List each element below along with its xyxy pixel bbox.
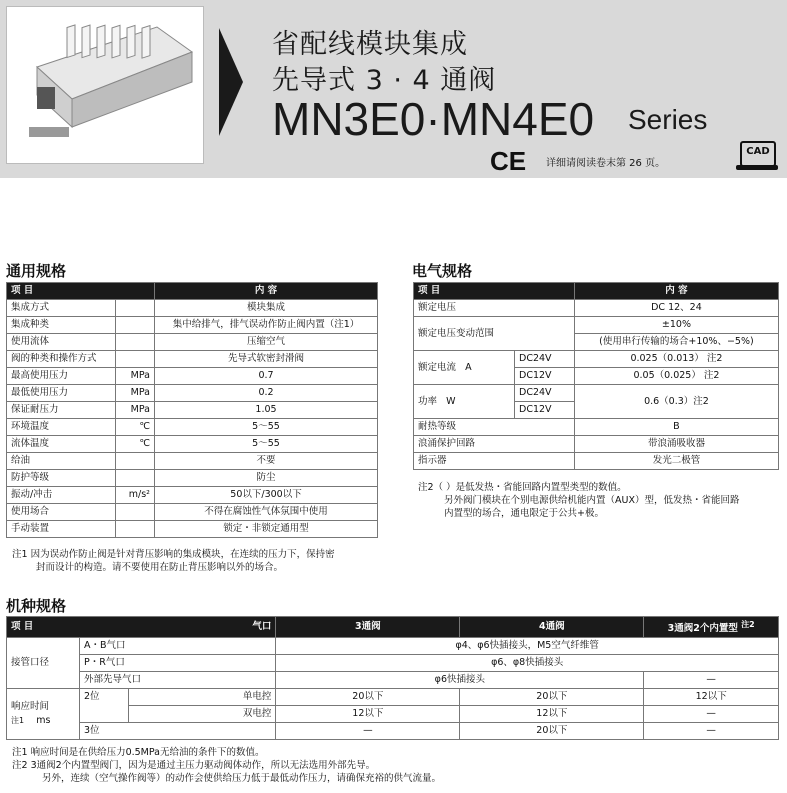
- current-24-value: 0.025（0.013） 注2: [574, 351, 778, 368]
- general-row-item: 最高使用压力: [7, 368, 116, 385]
- general-row-unit: [116, 317, 155, 334]
- general-row-value: 0.7: [155, 368, 378, 385]
- general-note1: 注1 因为误动作防止阀是针对背压影响的集成模块，在连续的压力下，保持密: [12, 549, 335, 560]
- general-row-value: 锁定・非锁定通用型: [155, 521, 378, 538]
- single-label: 单电控: [129, 689, 276, 706]
- general-row-unit: MPa: [116, 385, 155, 402]
- ext-label: 外部先导气口: [80, 672, 276, 689]
- general-row-value: 模块集成: [155, 300, 378, 317]
- power-unit: W: [446, 395, 456, 407]
- general-row-value: 5～55: [155, 419, 378, 436]
- general-row-unit: ℃: [116, 419, 155, 436]
- model-head-3x2: 3通阀2个内置型: [667, 623, 738, 635]
- pr-label: P・R气口: [80, 655, 276, 672]
- voltage-range-value2: (使用串行传输的场合+10%、−5%): [574, 334, 778, 351]
- heat-class-value: B: [574, 419, 778, 436]
- general-head-item: 项 目: [7, 283, 155, 300]
- pos3-label: 3位: [80, 723, 276, 740]
- electric-head-content: 内 容: [574, 283, 778, 300]
- rated-current-unit: A: [465, 361, 472, 373]
- general-row-value: 0.2: [155, 385, 378, 402]
- ce-mark: CE: [490, 146, 527, 176]
- dc12-label: DC12V: [515, 368, 575, 385]
- general-row: [7, 419, 378, 436]
- ce-note: 详细请阅读卷末第 26 页。: [546, 158, 666, 169]
- ext-value-3x2: —: [644, 672, 779, 689]
- general-row-item: 阀的种类和操作方式: [7, 351, 116, 368]
- voltage-range-value1: ±10%: [574, 317, 778, 334]
- general-row-item: 振动/冲击: [7, 487, 116, 504]
- double-label: 双电控: [129, 706, 276, 723]
- general-row: [7, 521, 378, 538]
- rated-voltage-label: 额定电压: [414, 300, 575, 317]
- series-label: Series: [628, 104, 708, 135]
- general-row-value: 集中给排气，排气误动作防止阀内置（注1）: [155, 317, 378, 334]
- general-row-item: 给油: [7, 453, 116, 470]
- general-row-value: 不得在腐蚀性气体氛围中使用: [155, 504, 378, 521]
- cad-icon[interactable]: CAD: [740, 141, 776, 167]
- general-row-item: 使用流体: [7, 334, 116, 351]
- general-row-unit: [116, 351, 155, 368]
- general-row-value: 不要: [155, 453, 378, 470]
- general-row: [7, 385, 378, 402]
- title-line2: 先导式 3 · 4 通阀: [272, 65, 497, 96]
- dc24-label: DC24V: [515, 351, 575, 368]
- power-label: 功率: [418, 395, 438, 407]
- general-row: [7, 300, 378, 317]
- resp-label: 响应时间: [11, 701, 50, 713]
- double-3x2: —: [644, 706, 779, 723]
- general-row-unit: [116, 504, 155, 521]
- general-row-unit: MPa: [116, 368, 155, 385]
- heat-class-label: 耐热等级: [414, 419, 575, 436]
- power-dc24-label: DC24V: [515, 385, 575, 402]
- indicator-label: 指示器: [414, 453, 575, 470]
- general-row: [7, 453, 378, 470]
- resp-unit: ms: [36, 715, 51, 727]
- model-title: MN3E0·MN4E0: [272, 93, 595, 145]
- pos3-3: —: [276, 723, 460, 740]
- model-head-4: 4通阀: [460, 617, 644, 638]
- general-row-value: 防尘: [155, 470, 378, 487]
- general-row-value: 5～55: [155, 436, 378, 453]
- model-head-3: 3通阀: [276, 617, 460, 638]
- general-row-unit: [116, 453, 155, 470]
- surge-label: 浪涌保护回路: [414, 436, 575, 453]
- current-12-value: 0.05（0.025） 注2: [574, 368, 778, 385]
- port-dia-label: 接管口径: [7, 638, 80, 689]
- pr-value: φ6、φ8快插接头: [276, 655, 779, 672]
- general-row-unit: [116, 470, 155, 487]
- general-row-value: 1.05: [155, 402, 378, 419]
- model-head-3x2-note: 注2: [741, 620, 755, 629]
- cad-icon-base: [736, 165, 778, 170]
- general-row-item: 集成方式: [7, 300, 116, 317]
- electric-note2b: 另外阀门模块在个别电源供给机能内置（AUX）型，低发热・省能回路: [444, 495, 740, 506]
- general-row-unit: ℃: [116, 436, 155, 453]
- general-row-unit: MPa: [116, 402, 155, 419]
- pos3-4: 20以下: [460, 723, 644, 740]
- rated-current-label: 额定电流: [418, 361, 457, 373]
- general-row-item: 最低使用压力: [7, 385, 116, 402]
- general-head-content: 内 容: [155, 283, 378, 300]
- general-row: [7, 368, 378, 385]
- model-note2b: 另外，连续（空气操作阀等）的动作会使供给压力低于最低动作压力，请确保充裕的供气流量。: [42, 773, 442, 784]
- general-note1b: 封而设计的构造。请不要使用在防止背压影响以外的场合。: [36, 562, 284, 573]
- general-row: [7, 317, 378, 334]
- model-head-item: 项 目: [11, 621, 34, 633]
- ext-value: φ6快插接头: [276, 672, 644, 689]
- general-row: [7, 436, 378, 453]
- single-3x2: 12以下: [644, 689, 779, 706]
- model-table: [6, 616, 779, 740]
- general-row-item: 手动装置: [7, 521, 116, 538]
- general-row: [7, 470, 378, 487]
- general-row-unit: [116, 521, 155, 538]
- general-table: [6, 282, 378, 538]
- indicator-value: 发光二极管: [574, 453, 778, 470]
- general-row-unit: m/s²: [116, 487, 155, 504]
- general-row: [7, 504, 378, 521]
- general-row-item: 流体温度: [7, 436, 116, 453]
- model-head-port: 气口: [252, 621, 272, 633]
- general-row-item: 保证耐压力: [7, 402, 116, 419]
- double-3: 12以下: [276, 706, 460, 723]
- general-row-value: 先导式软密封滑阀: [155, 351, 378, 368]
- rated-voltage-value: DC 12、24: [574, 300, 778, 317]
- general-row-unit: [116, 300, 155, 317]
- header-arrow: [219, 28, 243, 136]
- model-note1: 注1 响应时间是在供给压力0.5MPa无给油的条件下的数值。: [12, 747, 265, 758]
- power-value: 0.6（0.3）注2: [574, 385, 778, 419]
- model-note2: 注2 3通阀2个内置型阀门，因为是通过主压力驱动阀体动作，所以无法选用外部先导。: [12, 760, 376, 771]
- general-row: [7, 487, 378, 504]
- general-row-item: 集成种类: [7, 317, 116, 334]
- general-title: 通用规格: [6, 262, 67, 280]
- surge-value: 带浪涌吸收器: [574, 436, 778, 453]
- general-row: [7, 402, 378, 419]
- electric-note2a: 注2（ ）是低发热・省能回路内置型类型的数值。: [418, 482, 627, 493]
- power-dc12-label: DC12V: [515, 402, 575, 419]
- single-4: 20以下: [460, 689, 644, 706]
- general-row: [7, 351, 378, 368]
- title-line1: 省配线模块集成: [272, 29, 468, 60]
- double-4: 12以下: [460, 706, 644, 723]
- general-row-item: 防护等级: [7, 470, 116, 487]
- single-3: 20以下: [276, 689, 460, 706]
- general-row-item: 环境温度: [7, 419, 116, 436]
- pos3-3x2: —: [644, 723, 779, 740]
- general-row-unit: [116, 334, 155, 351]
- model-title-section: 机种规格: [6, 597, 67, 615]
- electric-title: 电气规格: [412, 262, 473, 280]
- ab-label: A・B气口: [80, 638, 276, 655]
- pos2-label: 2位: [80, 689, 129, 723]
- ab-value: φ4、φ6快插接头，M5空气纤维管: [276, 638, 779, 655]
- resp-note: 注1: [11, 716, 25, 726]
- electric-note2c: 内置型的场合，通电限定于公共+极。: [444, 508, 604, 519]
- electric-head-item: 项 目: [414, 283, 575, 300]
- electric-table: [413, 282, 779, 470]
- general-row-value: 50以下/300以下: [155, 487, 378, 504]
- general-row-value: 压缩空气: [155, 334, 378, 351]
- product-photo: [6, 6, 204, 164]
- voltage-range-label: 额定电压变动范围: [414, 317, 575, 351]
- general-row-item: 使用场合: [7, 504, 116, 521]
- general-row: [7, 334, 378, 351]
